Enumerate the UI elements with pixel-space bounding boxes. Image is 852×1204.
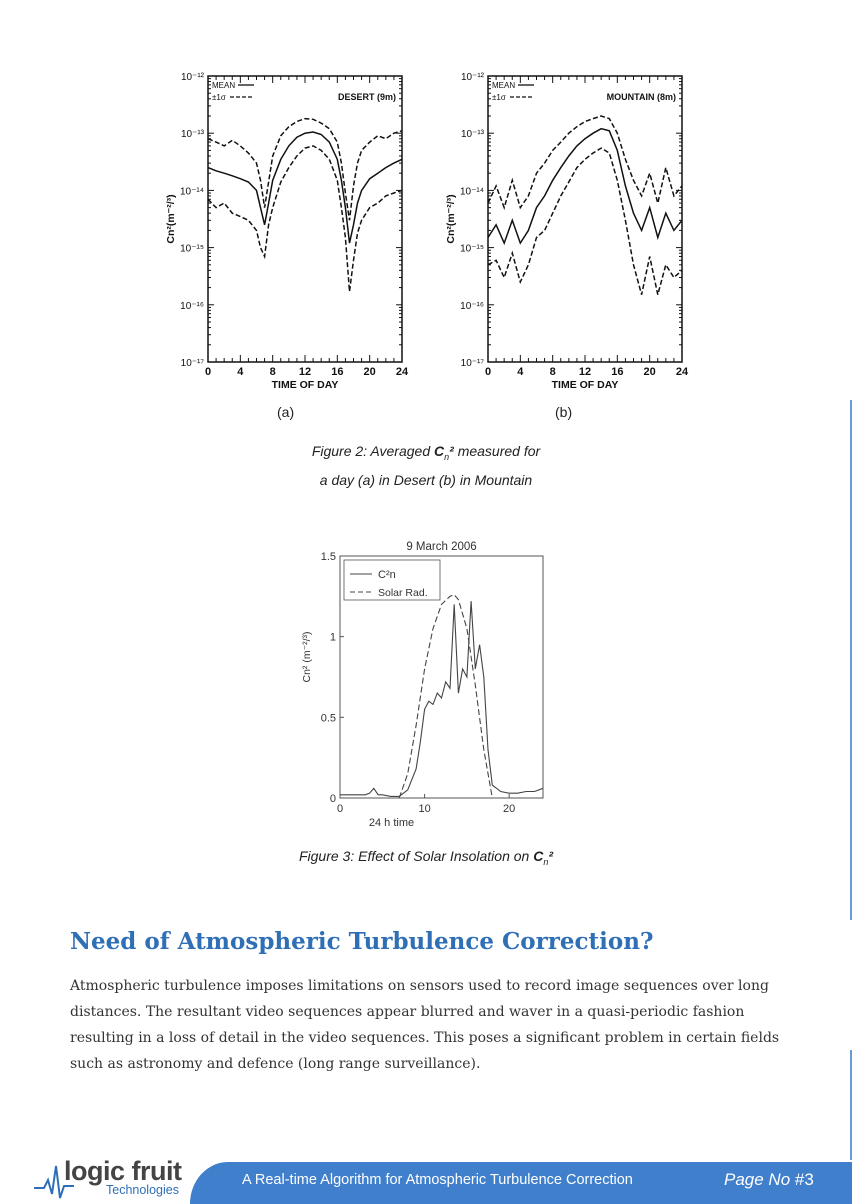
desert-cn2-chart bbox=[160, 62, 420, 402]
solar-insolation-chart bbox=[296, 532, 558, 837]
legend-label-sigma: ±1σ bbox=[212, 93, 226, 102]
x-tick-label: 4 bbox=[237, 366, 244, 378]
y-tick-label: 10⁻¹⁷ bbox=[180, 358, 204, 369]
x-tick-label: 4 bbox=[517, 366, 524, 378]
x-tick-label: 20 bbox=[503, 803, 516, 815]
logo-wordmark: logic fruit bbox=[64, 1156, 182, 1186]
x-tick-label: 20 bbox=[643, 366, 656, 378]
y-tick-label: 1 bbox=[329, 631, 336, 644]
x-axis-label: TIME OF DAY bbox=[551, 379, 619, 391]
y-tick-label: 10⁻¹⁷ bbox=[460, 358, 484, 369]
panel-b-label: (b) bbox=[555, 404, 573, 420]
x-tick-label: 16 bbox=[611, 366, 624, 378]
y-tick-label: 10⁻¹³ bbox=[460, 129, 484, 141]
x-tick-label: 24 bbox=[675, 366, 689, 378]
y-tick-label: 0 bbox=[329, 793, 336, 805]
x-tick-label: 20 bbox=[363, 366, 376, 378]
panel-a-label: (a) bbox=[277, 404, 295, 420]
logo-subtitle: Technologies bbox=[106, 1183, 179, 1197]
y-axis-label: Cn²(m⁻²/³) bbox=[165, 194, 177, 244]
x-axis-label: 24 h time bbox=[368, 817, 415, 829]
page-footer bbox=[0, 1158, 852, 1204]
mountain-cn2-chart bbox=[440, 62, 700, 402]
series-sigma-line bbox=[208, 146, 402, 292]
y-tick-label: 10⁻¹⁶ bbox=[460, 300, 484, 312]
x-tick-label: 0 bbox=[484, 366, 492, 378]
y-tick-label: 10⁻¹² bbox=[460, 72, 484, 83]
legend-label-solar: Solar Rad. bbox=[378, 587, 428, 599]
y-tick-label: 10⁻¹⁶ bbox=[180, 300, 204, 312]
legend-label-sigma: ±1σ bbox=[492, 93, 506, 102]
legend-label-mean: MEAN bbox=[492, 81, 516, 90]
series-solar-line bbox=[399, 595, 492, 798]
section-paragraph: Atmospheric turbulence imposes limitations on sensors used to record image sequences over long distances. The resultant video sequences appear blurred and waver in a quasi-periodic fashion resulting in a loss of detail in the video sequences. This poses a significant problem in certain fields such as astronomy and defence (long range surveillance). bbox=[70, 978, 780, 1072]
legend-label-cn2: C²n bbox=[378, 569, 396, 581]
y-axis-label: Cn² (m⁻²/³) bbox=[301, 631, 313, 683]
page-number: Page No #3 bbox=[724, 1170, 814, 1189]
company-logo bbox=[34, 1158, 194, 1204]
y-tick-label: 10⁻¹⁵ bbox=[460, 243, 484, 255]
series-mean-line bbox=[208, 132, 402, 243]
section-heading: Need of Atmospheric Turbulence Correction? bbox=[70, 928, 654, 955]
figure-3-caption: Figure 3: Effect of Solar Insolation on $C_n^2$ bbox=[298, 848, 554, 867]
figure-2-caption: Figure 2: Averaged $C_n^2$ measured for a day (a) in Desert (b) in Mountain bbox=[311, 443, 541, 488]
series-sigma-line bbox=[488, 116, 682, 208]
y-tick-label: 10⁻¹³ bbox=[180, 129, 204, 141]
x-tick-label: 0 bbox=[204, 366, 212, 378]
x-tick-label: 8 bbox=[549, 366, 556, 378]
x-tick-label: 16 bbox=[331, 366, 344, 378]
chart-title: 9 March 2006 bbox=[406, 541, 477, 553]
footer-document-title: A Real-time Algorithm for Atmospheric Turbulence Correction bbox=[242, 1172, 633, 1188]
y-tick-label: 1.5 bbox=[320, 551, 336, 563]
y-tick-label: 10⁻¹² bbox=[180, 72, 204, 83]
y-tick-label: 10⁻¹⁴ bbox=[179, 186, 204, 198]
x-tick-label: 0 bbox=[336, 803, 344, 815]
chart-annotation: DESERT (9m) bbox=[337, 92, 396, 102]
x-tick-label: 12 bbox=[578, 366, 592, 378]
y-tick-label: 10⁻¹⁴ bbox=[459, 186, 484, 198]
y-tick-label: 10⁻¹⁵ bbox=[180, 243, 204, 255]
y-tick-label: 0.5 bbox=[320, 712, 336, 725]
x-tick-label: 8 bbox=[269, 366, 276, 378]
x-tick-label: 12 bbox=[298, 366, 312, 378]
chart-annotation: MOUNTAIN (8m) bbox=[606, 92, 676, 102]
x-tick-label: 10 bbox=[418, 803, 431, 815]
x-axis-label: TIME OF DAY bbox=[271, 379, 339, 391]
legend-label-mean: MEAN bbox=[212, 81, 236, 90]
series-cn2-line bbox=[340, 601, 543, 796]
y-axis-label: Cn²(m⁻²/³) bbox=[445, 194, 457, 244]
x-tick-label: 24 bbox=[395, 366, 409, 378]
